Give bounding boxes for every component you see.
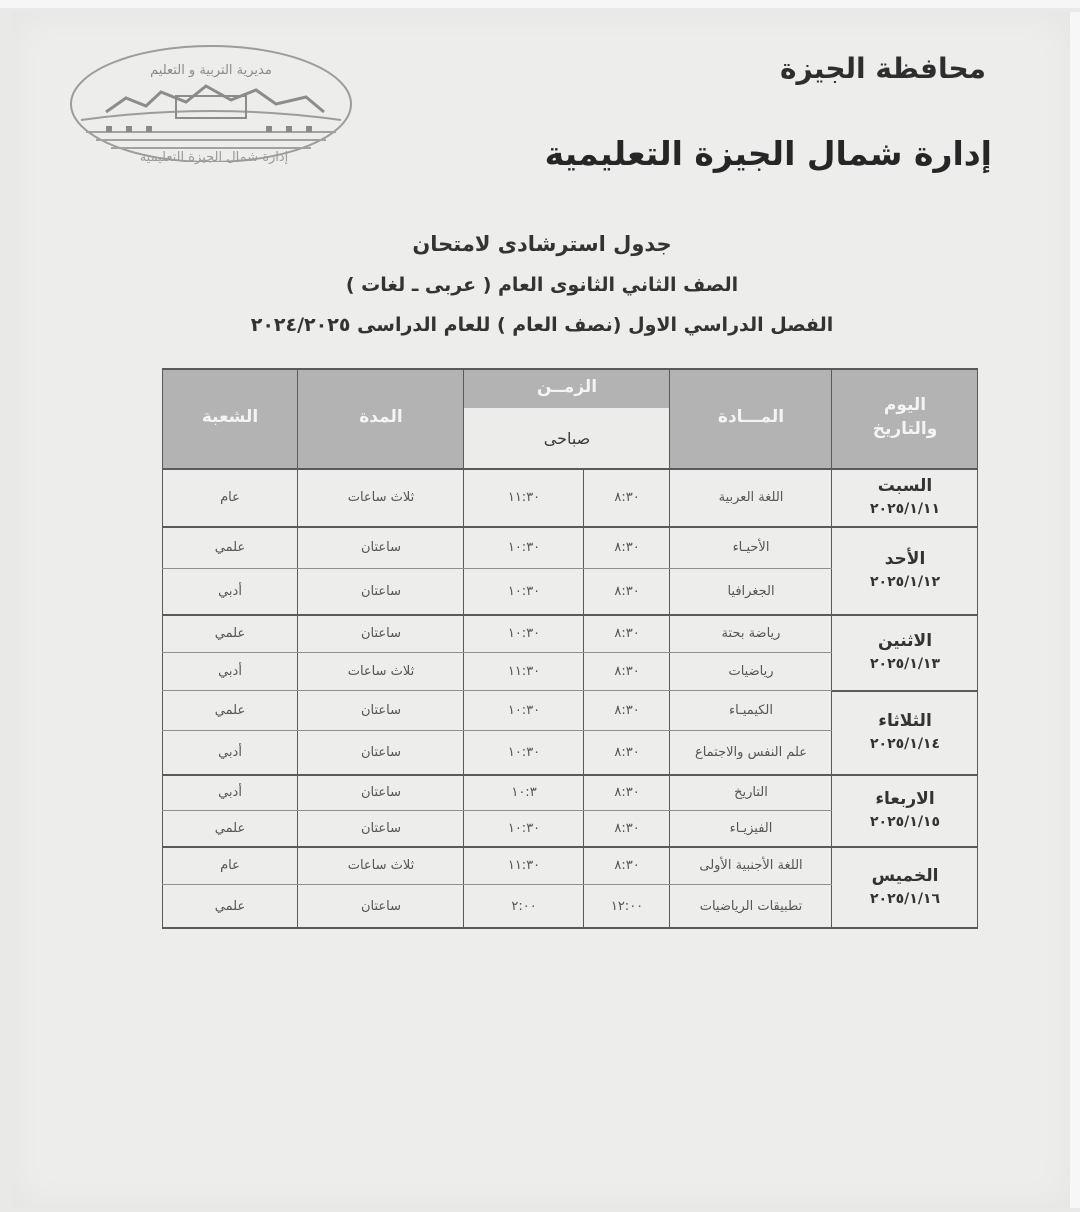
day-cell bbox=[832, 774, 978, 846]
duration-cell: ساعتان bbox=[360, 744, 402, 760]
grid-line bbox=[162, 690, 832, 691]
end-time-cell: ١٠:٣٠ bbox=[507, 744, 541, 760]
day-cell bbox=[832, 526, 978, 614]
duration-cell: ساعتان bbox=[360, 898, 402, 914]
day-name: الاربعاء bbox=[875, 788, 935, 809]
duration-cell: ثلاث ساعات bbox=[347, 857, 415, 873]
header-session: صباحى bbox=[464, 408, 670, 468]
subject-cell: الأحيـاء bbox=[732, 539, 770, 555]
day-cell bbox=[832, 690, 978, 774]
subject-cell: رياضة بحتة bbox=[721, 625, 781, 641]
grid-line bbox=[297, 368, 299, 928]
end-time-cell: ١٠:٣٠ bbox=[507, 820, 541, 836]
grid-line bbox=[583, 468, 585, 928]
grid-line bbox=[669, 368, 671, 928]
branch-cell: علمي bbox=[214, 539, 246, 555]
grid-line bbox=[162, 884, 832, 885]
branch-cell: علمي bbox=[214, 625, 246, 641]
logo-text: مديرية التربية و التعليم bbox=[150, 63, 272, 78]
subject-cell: الجغرافيا bbox=[727, 583, 775, 599]
day-name: السبت bbox=[877, 475, 933, 496]
governorate-title: محافظة الجيزة bbox=[779, 52, 986, 85]
schedule-title: جدول استرشادى لامتحان bbox=[412, 232, 672, 256]
start-time-cell: ١٢:٠٠ bbox=[610, 898, 644, 914]
branch-cell: علمي bbox=[214, 898, 246, 914]
day-date: ٢٠٢٥/١/١٣ bbox=[869, 656, 941, 673]
branch-cell: عام bbox=[220, 489, 240, 505]
day-date: ٢٠٢٥/١/١٦ bbox=[869, 891, 941, 908]
day-cell bbox=[832, 468, 978, 526]
day-date: ٢٠٢٥/١/١٢ bbox=[869, 574, 941, 591]
header-day: اليوم والتاريخ bbox=[832, 368, 978, 468]
day-name: الخميس bbox=[871, 865, 939, 886]
subject-cell: الكيميـاء bbox=[729, 702, 773, 718]
branch-cell: أدبي bbox=[218, 784, 242, 800]
subject-cell: رياضيات bbox=[728, 663, 774, 679]
grid-line bbox=[832, 690, 978, 692]
day-name: الثلاثاء bbox=[878, 710, 932, 731]
duration-cell: ساعتان bbox=[360, 625, 402, 641]
day-cell bbox=[832, 614, 978, 690]
grid-line bbox=[162, 526, 978, 528]
day-cell bbox=[832, 846, 978, 928]
subject-cell: التاريخ bbox=[734, 784, 768, 800]
end-time-cell: ١٠:٣٠ bbox=[507, 539, 541, 555]
grid-line bbox=[162, 774, 978, 776]
subject-cell: علم النفس والاجتماع bbox=[694, 744, 808, 760]
duration-cell: ساعتان bbox=[360, 583, 402, 599]
branch-cell: علمي bbox=[214, 702, 246, 718]
end-time-cell: ١٠:٣ bbox=[511, 784, 537, 800]
subject-cell: تطبيقات الرياضيات bbox=[699, 898, 803, 914]
start-time-cell: ٨:٣٠ bbox=[614, 744, 640, 760]
grid-line bbox=[162, 846, 978, 848]
branch-cell: أدبي bbox=[218, 583, 242, 599]
end-time-cell: ١٠:٣٠ bbox=[507, 702, 541, 718]
grid-line bbox=[162, 730, 832, 731]
end-time-cell: ١٠:٣٠ bbox=[507, 625, 541, 641]
grid-line bbox=[162, 927, 978, 929]
logo-caption: إدارة شمال الجيزة التعليمية bbox=[139, 150, 289, 165]
start-time-cell: ٨:٣٠ bbox=[614, 663, 640, 679]
grid-line bbox=[162, 368, 164, 928]
end-time-cell: ١٠:٣٠ bbox=[507, 583, 541, 599]
subject-cell: الفيزيـاء bbox=[729, 820, 773, 836]
branch-cell: عام bbox=[220, 857, 240, 873]
start-time-cell: ٨:٣٠ bbox=[614, 784, 640, 800]
start-time-cell: ٨:٣٠ bbox=[614, 820, 640, 836]
duration-cell: ثلاث ساعات bbox=[347, 663, 415, 679]
header-branch: الشعبة bbox=[162, 368, 298, 468]
duration-cell: ساعتان bbox=[360, 539, 402, 555]
page-edge bbox=[1070, 12, 1080, 1208]
exam-schedule-table bbox=[162, 368, 978, 928]
duration-cell: ساعتان bbox=[360, 784, 402, 800]
administration-title: إدارة شمال الجيزة التعليمية bbox=[544, 134, 992, 173]
day-name: الأحد bbox=[884, 548, 926, 569]
grid-line bbox=[162, 652, 832, 653]
subject-cell: اللغة الأجنبية الأولى bbox=[699, 857, 803, 873]
start-time-cell: ٨:٣٠ bbox=[614, 489, 640, 505]
duration-cell: ساعتان bbox=[360, 702, 402, 718]
grid-line bbox=[977, 368, 979, 928]
duration-cell: ثلاث ساعات bbox=[347, 489, 415, 505]
branch-cell: أدبي bbox=[218, 663, 242, 679]
start-time-cell: ٨:٣٠ bbox=[614, 702, 640, 718]
start-time-cell: ٨:٣٠ bbox=[614, 625, 640, 641]
day-date: ٢٠٢٥/١/١٥ bbox=[869, 814, 941, 831]
day-date: ٢٠٢٥/١/١٤ bbox=[869, 736, 941, 753]
grid-line bbox=[162, 810, 832, 811]
end-time-cell: ١١:٣٠ bbox=[507, 489, 541, 505]
branch-cell: أدبي bbox=[218, 744, 242, 760]
grid-line bbox=[162, 568, 832, 569]
scanned-document bbox=[12, 12, 1072, 1208]
grid-line bbox=[162, 368, 978, 370]
grid-line bbox=[162, 614, 978, 616]
term-title: الفصل الدراسي الاول (نصف العام ) للعام الدراسى ٢٠٢٤/٢٠٢٥ bbox=[250, 314, 834, 336]
header-duration: المدة bbox=[298, 368, 464, 468]
day-date: ٢٠٢٥/١/١١ bbox=[869, 501, 941, 518]
start-time-cell: ٨:٣٠ bbox=[614, 583, 640, 599]
duration-cell: ساعتان bbox=[360, 820, 402, 836]
subject-cell: اللغة العربية bbox=[718, 489, 784, 505]
branch-cell: علمي bbox=[214, 820, 246, 836]
end-time-cell: ١١:٣٠ bbox=[507, 857, 541, 873]
end-time-cell: ٢:٠٠ bbox=[511, 898, 537, 914]
grid-line bbox=[463, 368, 465, 928]
grade-title: الصف الثاني الثانوى العام ( عربى ـ لغات ) bbox=[345, 274, 739, 296]
top-bar bbox=[0, 0, 1080, 8]
start-time-cell: ٨:٣٠ bbox=[614, 857, 640, 873]
start-time-cell: ٨:٣٠ bbox=[614, 539, 640, 555]
header-subject: المـــادة bbox=[670, 368, 832, 468]
end-time-cell: ١١:٣٠ bbox=[507, 663, 541, 679]
grid-line bbox=[831, 368, 833, 928]
day-name: الاثنين bbox=[877, 630, 933, 651]
header-time: الزمــن bbox=[464, 368, 670, 408]
grid-line bbox=[162, 468, 978, 470]
